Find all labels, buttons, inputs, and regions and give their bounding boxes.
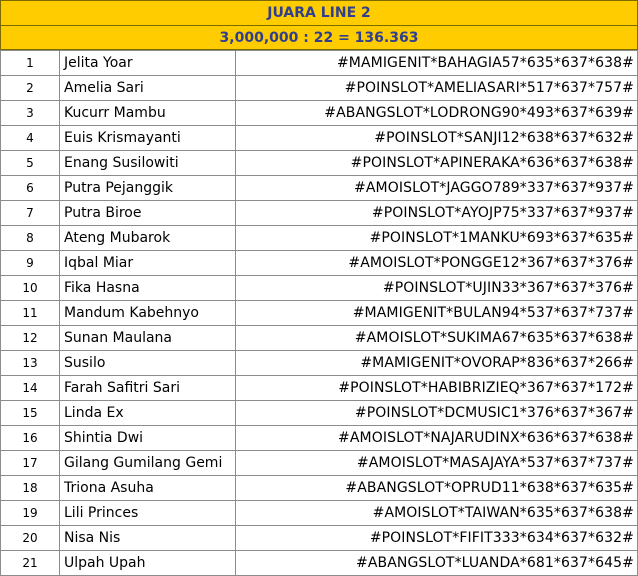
table-row (1, 101, 638, 126)
winners-table (0, 50, 638, 576)
prize-formula: 3,000,000 : 22 = 136.363 (0, 25, 638, 50)
row-number-cell: 4 (1, 126, 60, 151)
table-row (1, 351, 638, 376)
claim-code-cell: #AMOISLOT*JAGGO789*337*637*937# (236, 176, 638, 201)
winner-name-cell: Euis Krismayanti (60, 126, 236, 151)
winner-name-cell: Ulpah Upah (60, 551, 236, 576)
row-number-cell: 11 (1, 301, 60, 326)
winner-name-cell: Susilo (60, 351, 236, 376)
table-row (1, 251, 638, 276)
winner-name-cell: Nisa Nis (60, 526, 236, 551)
row-number-cell: 1 (1, 51, 60, 76)
claim-code-cell: #AMOISLOT*SUKIMA67*635*637*638# (236, 326, 638, 351)
row-number-cell: 15 (1, 401, 60, 426)
row-number-cell: 16 (1, 426, 60, 451)
claim-code-cell: #POINSLOT*DCMUSIC1*376*637*367# (236, 401, 638, 426)
table-row (1, 501, 638, 526)
claim-code-cell: #POINSLOT*FIFIT333*634*637*632# (236, 526, 638, 551)
row-number-cell: 21 (1, 551, 60, 576)
claim-code-cell: #ABANGSLOT*LUANDA*681*637*645# (236, 551, 638, 576)
table-row (1, 151, 638, 176)
table-row (1, 426, 638, 451)
table-row (1, 526, 638, 551)
table-row (1, 176, 638, 201)
winner-name-cell: Farah Safitri Sari (60, 376, 236, 401)
claim-code-cell: #POINSLOT*SANJI12*638*637*632# (236, 126, 638, 151)
table-row (1, 276, 638, 301)
table-row (1, 301, 638, 326)
winners-table-body (1, 51, 638, 576)
winner-name-cell: Sunan Maulana (60, 326, 236, 351)
table-row (1, 401, 638, 426)
claim-code-cell: #POINSLOT*AMELIASARI*517*637*757# (236, 76, 638, 101)
claim-code-cell: #ABANGSLOT*OPRUD11*638*637*635# (236, 476, 638, 501)
winner-name-cell: Amelia Sari (60, 76, 236, 101)
row-number-cell: 10 (1, 276, 60, 301)
winner-name-cell: Jelita Yoar (60, 51, 236, 76)
sheet-title: JUARA LINE 2 (0, 0, 638, 25)
row-number-cell: 17 (1, 451, 60, 476)
claim-code-cell: #MAMIGENIT*BULAN94*537*637*737# (236, 301, 638, 326)
row-number-cell: 9 (1, 251, 60, 276)
claim-code-cell: #POINSLOT*HABIBRIZIEQ*367*637*172# (236, 376, 638, 401)
winner-name-cell: Shintia Dwi (60, 426, 236, 451)
winner-name-cell: Ateng Mubarok (60, 226, 236, 251)
claim-code-cell: #ABANGSLOT*LODRONG90*493*637*639# (236, 101, 638, 126)
table-row (1, 476, 638, 501)
winner-name-cell: Kucurr Mambu (60, 101, 236, 126)
winner-name-cell: Iqbal Miar (60, 251, 236, 276)
winner-name-cell: Putra Pejanggik (60, 176, 236, 201)
winner-name-cell: Triona Asuha (60, 476, 236, 501)
row-number-cell: 2 (1, 76, 60, 101)
row-number-cell: 20 (1, 526, 60, 551)
claim-code-cell: #AMOISLOT*NAJARUDINX*636*637*638# (236, 426, 638, 451)
claim-code-cell: #POINSLOT*1MANKU*693*637*635# (236, 226, 638, 251)
claim-code-cell: #POINSLOT*APINERAKA*636*637*638# (236, 151, 638, 176)
table-row (1, 51, 638, 76)
claim-code-cell: #AMOISLOT*TAIWAN*635*637*638# (236, 501, 638, 526)
row-number-cell: 3 (1, 101, 60, 126)
winner-name-cell: Mandum Kabehnyo (60, 301, 236, 326)
claim-code-cell: #POINSLOT*UJIN33*367*637*376# (236, 276, 638, 301)
table-row (1, 201, 638, 226)
table-row (1, 551, 638, 576)
winner-name-cell: Linda Ex (60, 401, 236, 426)
row-number-cell: 12 (1, 326, 60, 351)
row-number-cell: 5 (1, 151, 60, 176)
claim-code-cell: #MAMIGENIT*BAHAGIA57*635*637*638# (236, 51, 638, 76)
table-row (1, 376, 638, 401)
table-row (1, 126, 638, 151)
row-number-cell: 18 (1, 476, 60, 501)
claim-code-cell: #AMOISLOT*MASAJAYA*537*637*737# (236, 451, 638, 476)
row-number-cell: 8 (1, 226, 60, 251)
row-number-cell: 13 (1, 351, 60, 376)
claim-code-cell: #POINSLOT*AYOJP75*337*637*937# (236, 201, 638, 226)
winner-name-cell: Fika Hasna (60, 276, 236, 301)
row-number-cell: 6 (1, 176, 60, 201)
claim-code-cell: #MAMIGENIT*OVORAP*836*637*266# (236, 351, 638, 376)
table-row (1, 326, 638, 351)
winner-name-cell: Gilang Gumilang Gemi (60, 451, 236, 476)
winner-name-cell: Putra Biroe (60, 201, 236, 226)
row-number-cell: 7 (1, 201, 60, 226)
winner-name-cell: Lili Princes (60, 501, 236, 526)
table-row (1, 76, 638, 101)
winner-name-cell: Enang Susilowiti (60, 151, 236, 176)
row-number-cell: 19 (1, 501, 60, 526)
table-row (1, 226, 638, 251)
row-number-cell: 14 (1, 376, 60, 401)
claim-code-cell: #AMOISLOT*PONGGE12*367*637*376# (236, 251, 638, 276)
table-row (1, 451, 638, 476)
